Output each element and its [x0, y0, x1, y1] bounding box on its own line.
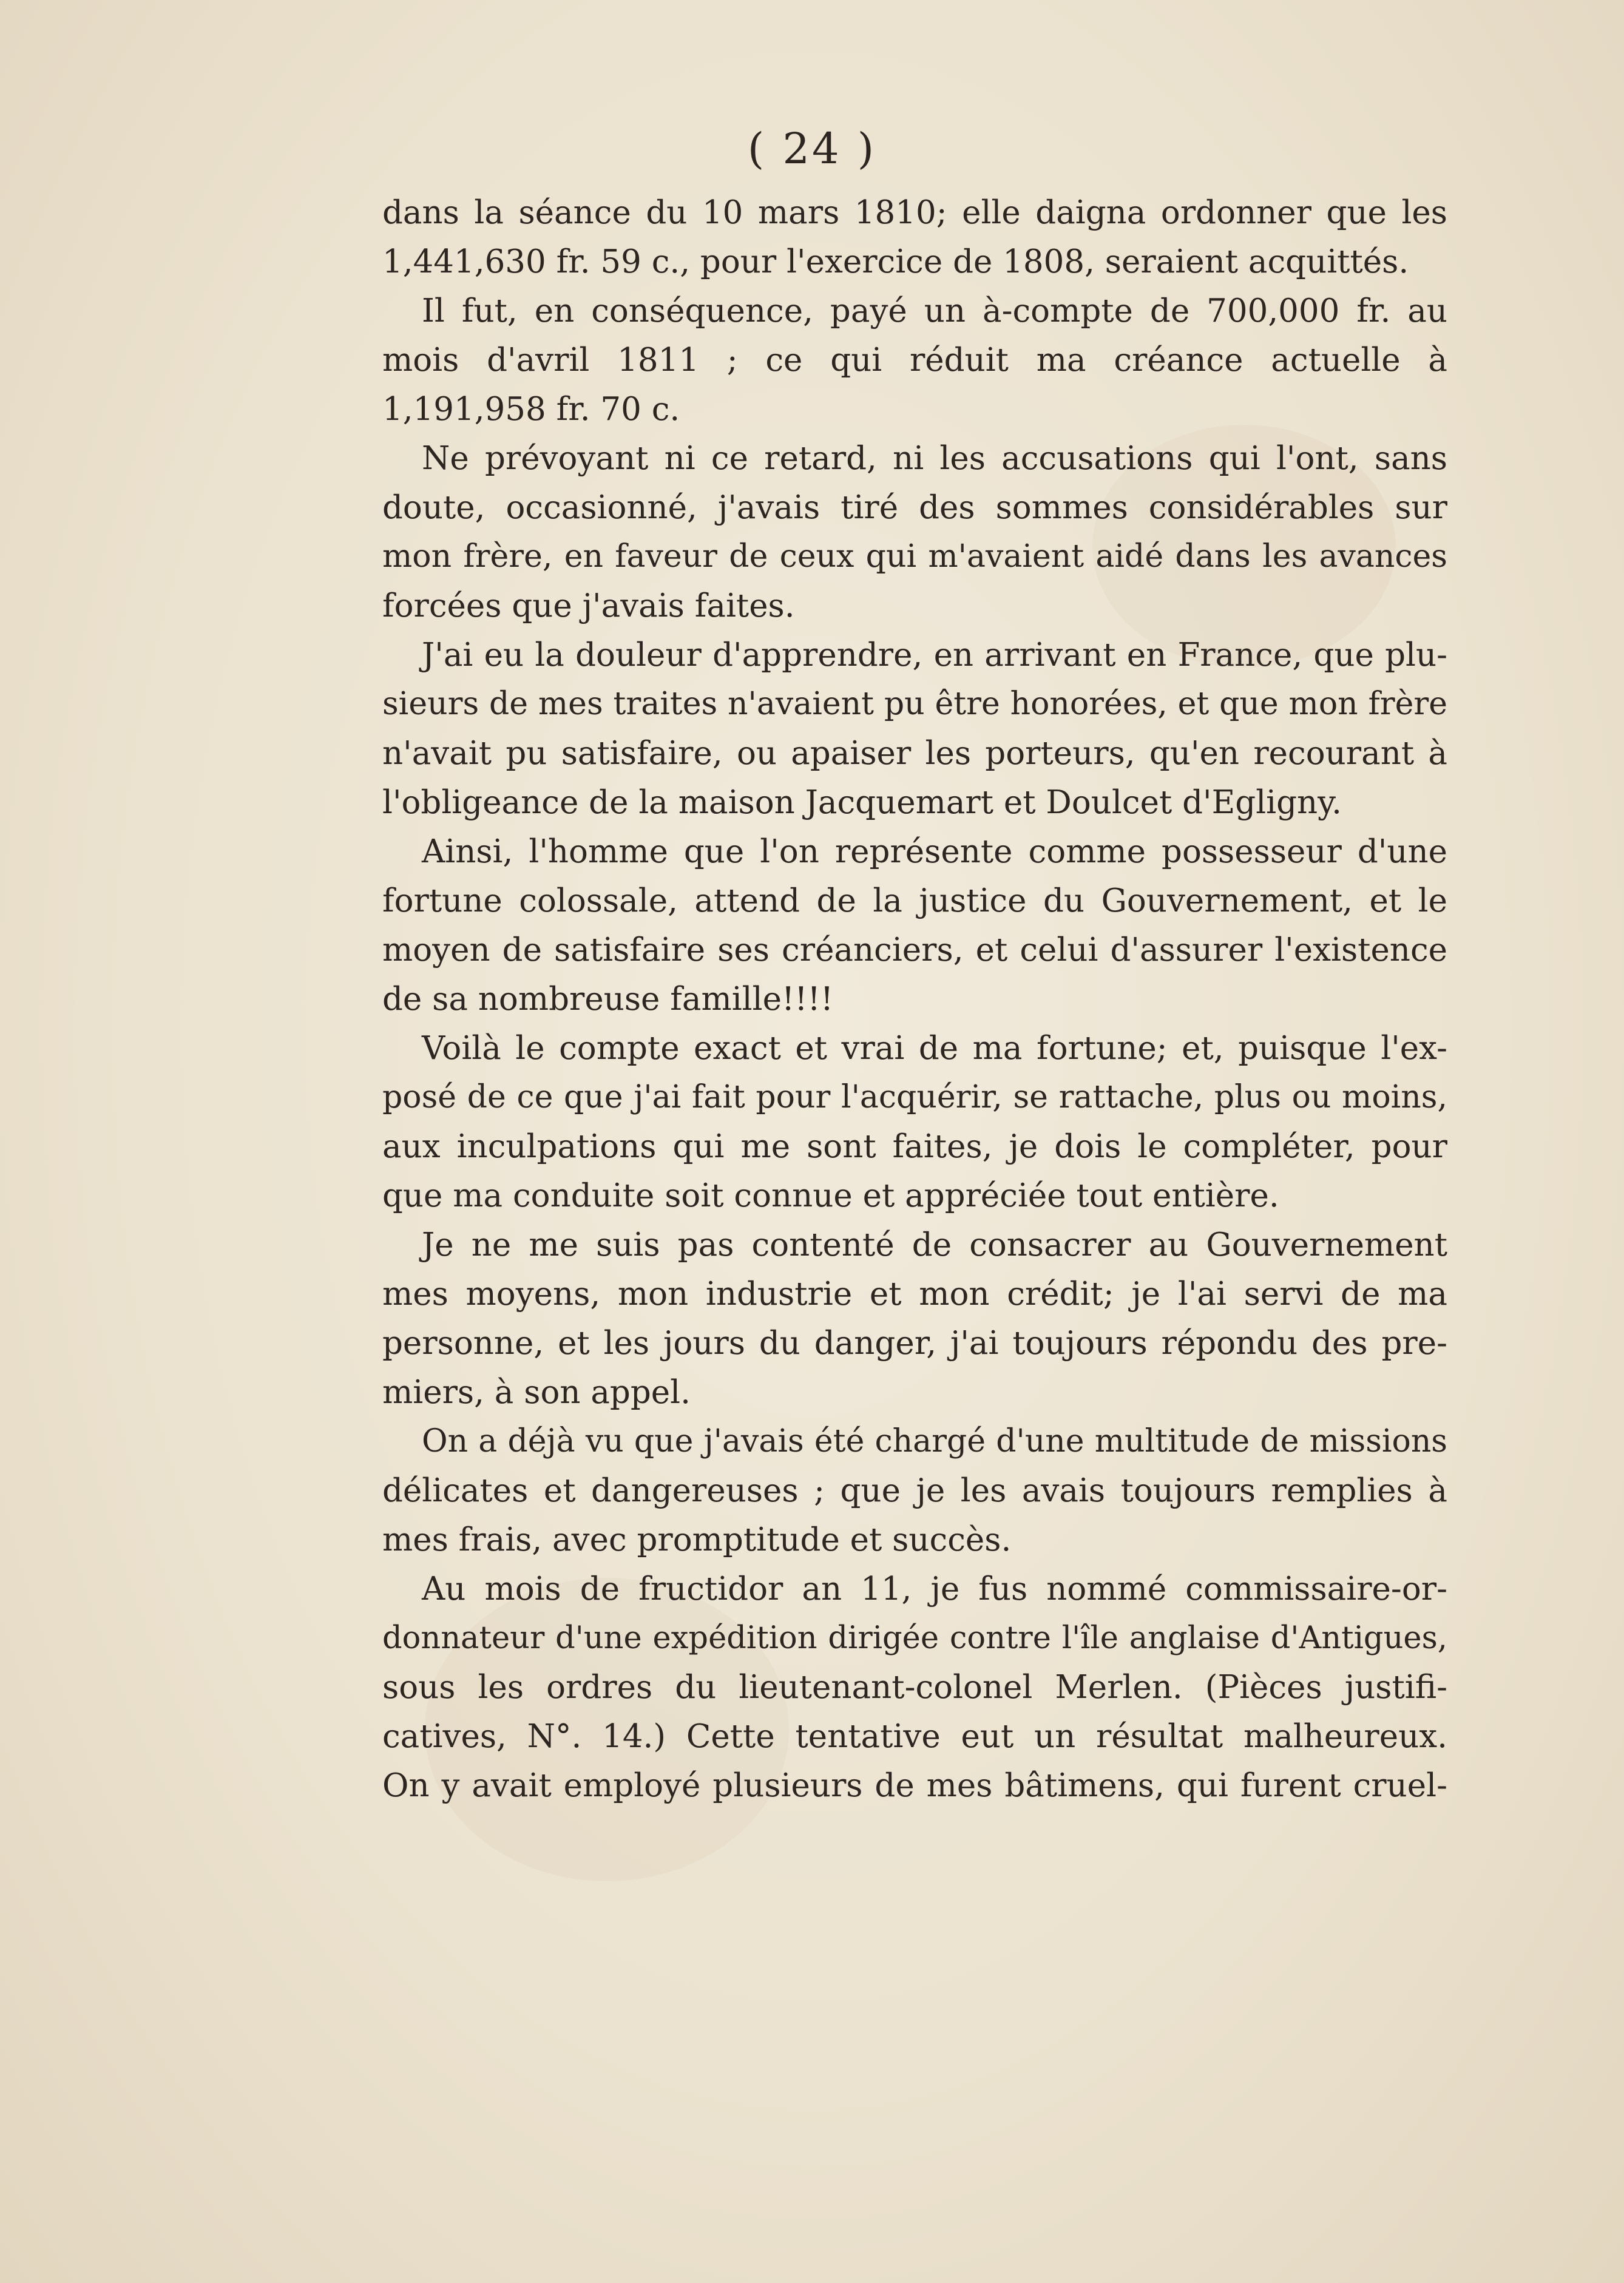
text-line: J'ai eu la douleur d'apprendre, en arrivant en France, que plu- — [422, 637, 1447, 674]
text-line: Ainsi, l'homme que l'on représente comme possesseur d'une — [422, 833, 1447, 870]
text-line: catives, N°. 14.) Cette tentative eut un résultat malheureux. — [382, 1718, 1447, 1755]
text-line: doute, occasionné, j'avais tiré des sommes considérables sur — [382, 489, 1447, 526]
text-line: On y avait employé plusieurs de mes bâtimens, qui furent cruel- — [382, 1767, 1447, 1804]
body-text — [382, 188, 1447, 1810]
text-line: 1,441,630 fr. 59 c., pour l'exercice de 1808, seraient acquittés. — [382, 243, 1409, 280]
text-line: Ne prévoyant ni ce retard, ni les accusations qui l'ont, sans — [422, 440, 1447, 477]
text-line: moyen de satisfaire ses créanciers, et celui d'assurer l'existence — [382, 932, 1447, 969]
text-line: dans la séance du 10 mars 1810; elle daigna ordonner que les — [382, 194, 1447, 231]
text-line: Je ne me suis pas contenté de consacrer au Gouvernement — [422, 1226, 1447, 1263]
text-line: délicates et dangereuses ; que je les avais toujours remplies à — [382, 1472, 1447, 1509]
text-line: n'avait pu satisfaire, ou apaiser les porteurs, qu'en recourant à — [382, 735, 1447, 772]
text-line: posé de ce que j'ai fait pour l'acquérir, se rattache, plus ou moins, — [382, 1079, 1447, 1115]
text-line: sieurs de mes traites n'avaient pu être honorées, et que mon frère — [382, 686, 1447, 722]
text-line: Il fut, en conséquence, payé un à-compte de 700,000 fr. au — [422, 293, 1447, 330]
text-line: sous les ordres du lieutenant-colonel Merlen. (Pièces justifi- — [382, 1669, 1447, 1706]
text-line: que ma conduite soit connue et appréciée tout entière. — [382, 1177, 1279, 1214]
text-line: 1,191,958 fr. 70 c. — [382, 391, 680, 428]
text-line: mes moyens, mon industrie et mon crédit; je l'ai servi de ma — [382, 1276, 1447, 1313]
text-line: aux inculpations qui me sont faites, je dois le compléter, pour — [382, 1128, 1447, 1165]
text-line: On a déjà vu que j'avais été chargé d'une multitude de missions — [422, 1423, 1447, 1459]
text-line: donnateur d'une expédition dirigée contre l'île anglaise d'Antigues, — [382, 1620, 1447, 1656]
text-line: personne, et les jours du danger, j'ai toujours répondu des pre- — [382, 1325, 1447, 1362]
text-line: fortune colossale, attend de la justice du Gouvernement, et le — [382, 882, 1447, 919]
text-line: l'obligeance de la maison Jacquemart et Doulcet d'Egligny. — [382, 784, 1342, 821]
text-line: miers, à son appel. — [382, 1374, 691, 1411]
text-line: mois d'avril 1811 ; ce qui réduit ma créance actuelle à — [382, 342, 1447, 379]
text-line: de sa nombreuse famille!!!! — [382, 981, 834, 1018]
text-line: Voilà le compte exact et vrai de ma fortune; et, puisque l'ex- — [422, 1030, 1447, 1067]
page-number: ( 24 ) — [747, 124, 877, 174]
text-line: forcées que j'avais faites. — [382, 587, 795, 624]
text-line: mon frère, en faveur de ceux qui m'avaient aidé dans les avances — [382, 538, 1447, 575]
text-line: mes frais, avec promptitude et succès. — [382, 1521, 1012, 1558]
text-line: Au mois de fructidor an 11, je fus nommé commissaire-or- — [422, 1571, 1447, 1608]
